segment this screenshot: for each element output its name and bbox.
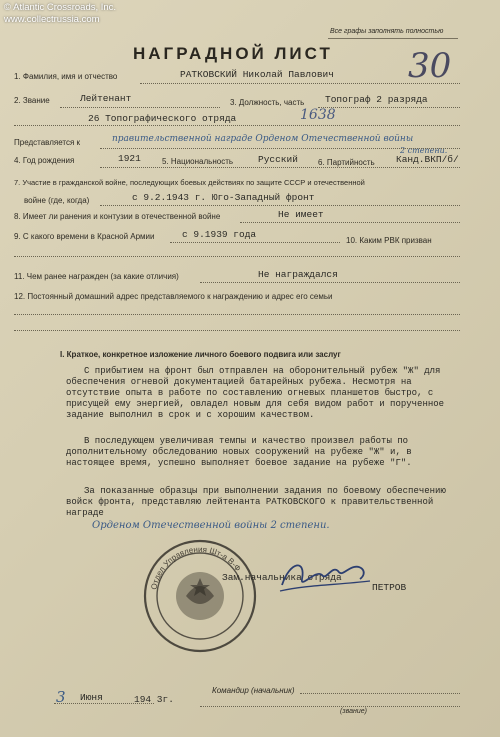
footer-rank-label: (звание): [340, 708, 367, 715]
page-mark: 30: [408, 46, 452, 86]
date-day: 3: [56, 688, 66, 706]
section-1-paragraph-3: За показанные образцы при выполнении задания по боевому обеспечению войск фронта, представляю лейтенанта РАТКОВСКОГО к правительственной награде: [66, 486, 446, 518]
field-7-value: с 9.2.1943 г. Юго-Западный фронт: [132, 192, 315, 203]
field-3-value: Топограф 2 разряда: [325, 94, 428, 105]
field-11-value: Не награждался: [258, 269, 338, 280]
watermark-line2: www.collectrussia.com: [4, 14, 100, 25]
all-columns-note: Все графы заполнять полностью: [330, 28, 444, 35]
presented-label: Представляется к: [14, 138, 81, 147]
field-10-label: 10. Каким РВК призван: [346, 236, 432, 245]
field-8-value: Не имеет: [278, 209, 324, 220]
field-1-label: 1. Фамилия, имя и отчество: [14, 72, 118, 81]
page-title: НАГРАДНОЙ ЛИСТ: [133, 44, 333, 63]
section-1-paragraph-2: В последующем увеличивая темпы и качество произвел работы по дополнительному обследованию новых сооружений на рубеже "Ж" и, в настоящее время, успешно выполняет боевое задание на рубеже "Г".: [66, 436, 412, 468]
stamp-text: Отдел Управления Шт-а В-Ф: [149, 544, 243, 591]
field-4-value: 1921: [118, 153, 141, 164]
section-1-award-handwritten: Орденом Отечественной войны 2 степени.: [92, 520, 330, 531]
field-11-label: 11. Чем ранее награжден (за какие отличия): [14, 272, 179, 281]
field-5-value: Русский: [258, 154, 298, 165]
section-1-paragraph-1: С прибытием на фронт был отправлен на оборонительный рубеж "Ж" для обеспечения огневой документацией батарейных рубежа. Несмотря на отсутствие опыта в работе по составлению огневых планшетов быстро, с присущей ему энергией, овладел новым для себя видом работ и порученное задание выполнил в срок и с хорошим качеством.: [66, 366, 445, 420]
footer-commander-label: Командир (начальник): [212, 686, 295, 695]
field-9-value: с 9.1939 года: [182, 229, 257, 240]
field-2-value: Лейтенант: [80, 93, 132, 104]
field-5-label: 5. Национальность: [162, 157, 234, 166]
section-1-heading: I. Краткое, конкретное изложение личного боевого подвига или заслуг: [60, 350, 341, 359]
presented-value-2: 2 степени.: [400, 146, 448, 155]
field-4-label: 4. Год рождения: [14, 156, 75, 165]
field-12-label: 12. Постоянный домашний адрес представляемого к награждению и адрес его семьи: [14, 292, 333, 301]
field-9-label: 9. С какого времени в Красной Армии: [14, 232, 155, 241]
field-6-label: 6. Партийность: [318, 158, 375, 167]
date-month: Июня: [80, 692, 103, 703]
field-3-number: 1638: [300, 107, 336, 123]
field-6-value: Канд.ВКП/б/: [396, 154, 459, 165]
field-2-label: 2. Звание: [14, 96, 50, 105]
date-year: 194 3г.: [134, 694, 174, 705]
field-3-label: 3. Должность, часть: [230, 98, 305, 107]
field-8-label: 8. Имеет ли ранения и контузии в отечественной войне: [14, 212, 221, 221]
field-1-value: РАТКОВСКИЙ Николай Павлович: [180, 69, 334, 80]
presented-value: правительственной награде Орденом Отечественной войны: [112, 134, 414, 144]
field-3-value-2: 26 Топографического отряда: [88, 113, 237, 124]
handwritten-signature: [276, 555, 376, 601]
official-stamp: [142, 538, 258, 654]
field-7-label: 7. Участие в гражданской войне, последующих боевых действиях по защите СССР и отечественной: [14, 178, 365, 187]
deputy-chief-label: Зам.начальника отряда: [222, 572, 342, 583]
commander-name: ПЕТРОВ: [372, 582, 407, 593]
watermark-line1: © Atlantic Crossroads, Inc.: [4, 2, 117, 13]
field-7-label-2: войне (где, когда): [24, 196, 90, 205]
